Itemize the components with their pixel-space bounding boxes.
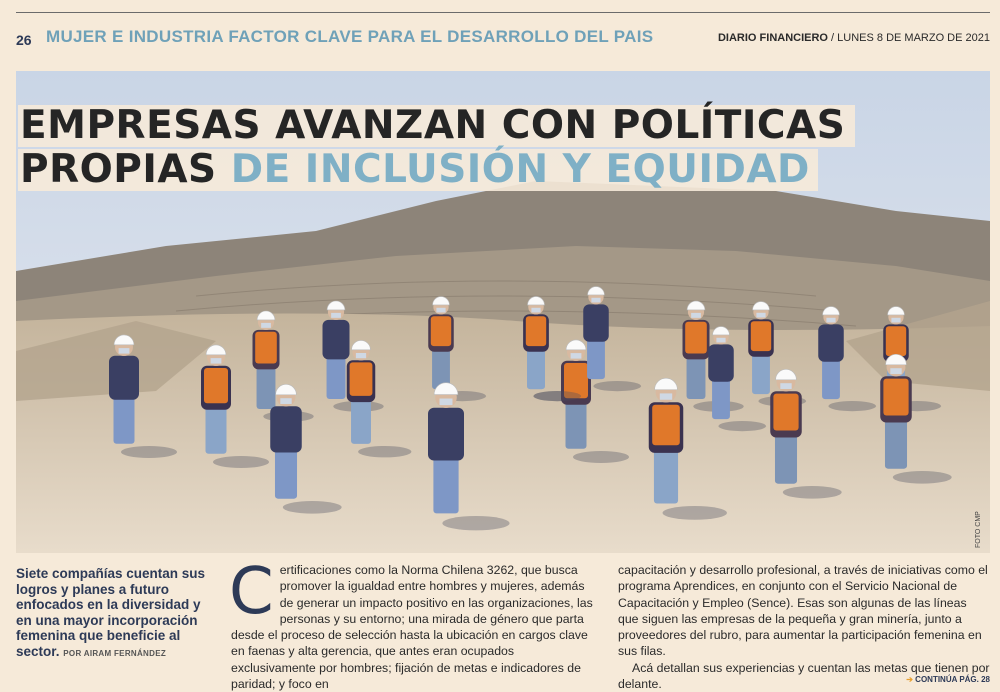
headline: [18, 105, 855, 191]
body-col2-para2: Acá detallan sus experiencias y cuentan las metas que tienen por delante.: [618, 660, 990, 692]
headline-line2-dark: PROPIAS: [20, 147, 217, 192]
continued-link[interactable]: [906, 675, 990, 684]
photo-credit: FOTO CMP: [975, 511, 982, 548]
body-column-2: [618, 562, 990, 692]
page-number: 26: [16, 32, 32, 48]
page-header: [16, 10, 990, 50]
continued-text: CONTINÚA PÁG. 28: [915, 675, 990, 684]
body-column-1: [229, 555, 597, 692]
byline: POR AIRAM FERNÁNDEZ: [63, 648, 167, 658]
body-col1-text: ertificaciones como la Norma Chilena 3262, que busca promover la igualdad entre hombres y mujeres, además de generar un impacto positivo en las organizaciones, las personas y su entorno; una mirada de género que parta desde el proceso de selección hasta la ubicación en cargos clave en faenas y alta gerencia, que antes eran ocupados exclusivamente por hombres; fijación de metas e indicadores de paridad; y foco en: [231, 563, 593, 692]
section-title: MUJER E INDUSTRIA FACTOR CLAVE PARA EL DESARROLLO DEL PAIS: [46, 27, 654, 46]
headline-line2-blue: DE INCLUSIÓN Y EQUIDAD: [230, 147, 810, 192]
separator: /: [827, 32, 838, 44]
drop-cap: C: [229, 555, 274, 629]
header-rule: [16, 12, 990, 13]
issue-date: LUNES 8 DE MARZO DE 2021: [837, 32, 990, 44]
arrow-right-icon: ➔: [906, 675, 913, 684]
lede-text: Siete compañías cuentan sus logros y planes a futuro enfocados en la diversidad y en una mayor incorporación femenina que beneficie al sector.: [16, 566, 206, 659]
body-col2-para1: capacitación y desarrollo profesional, a través de iniciativas como el programa Aprendices, en conjunto con el Servicio Nacional de Capacitación y Empleo (Sence). Esas son algunas de las líneas que siguen las empresas de la pequeña y gran minería, junto a proveedores del rubro, para aumentar la participación femenina en sus filas.: [618, 563, 988, 659]
publication-info: [718, 32, 990, 44]
lede: [16, 566, 220, 661]
paper-name: DIARIO FINANCIERO: [717, 32, 828, 44]
headline-line2: [18, 149, 818, 191]
headline-line1: EMPRESAS AVANZAN CON POLÍTICAS: [18, 105, 855, 147]
